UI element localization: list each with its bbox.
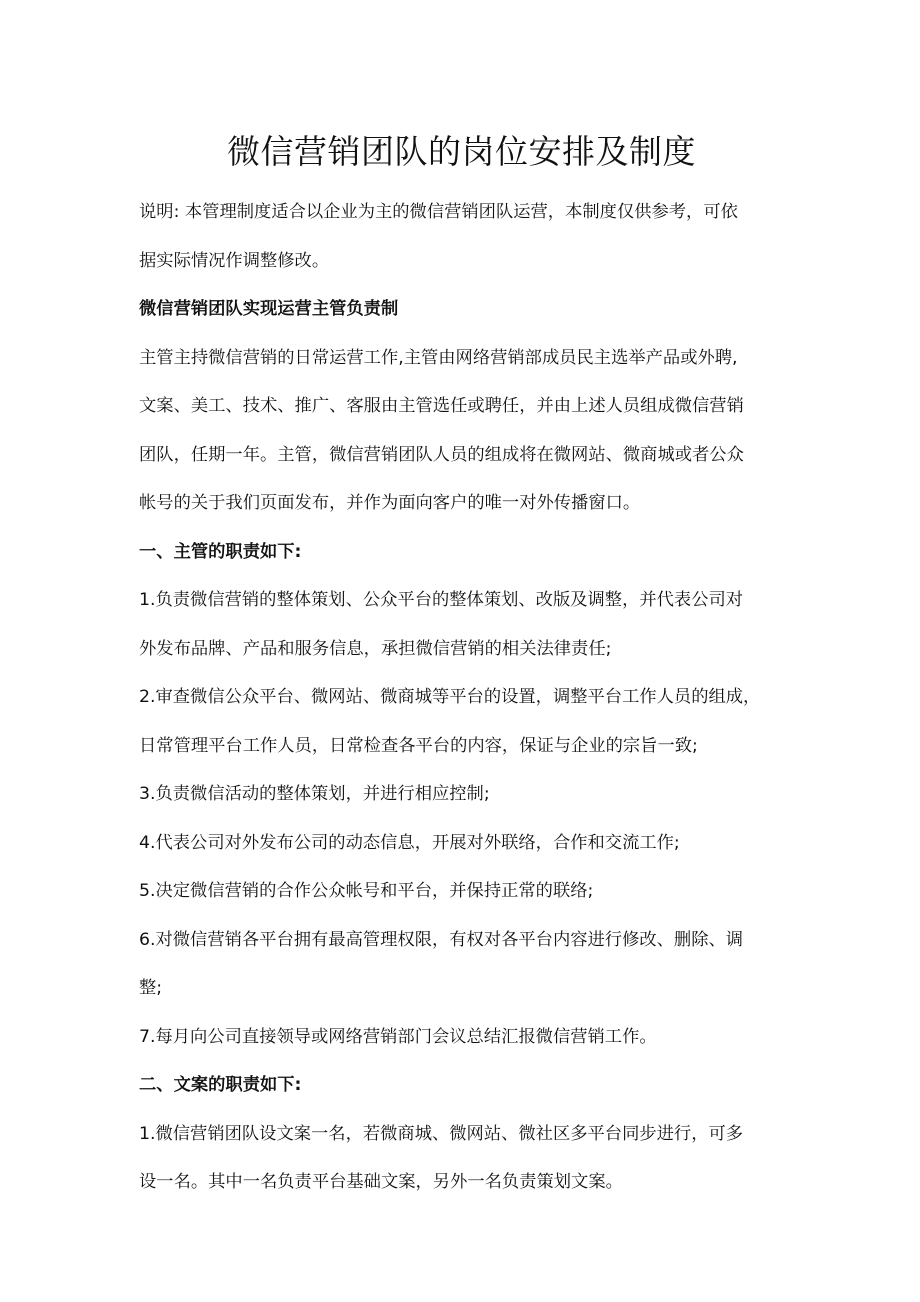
paragraph-line: 日常管理平台工作人员，日常检查各平台的内容，保证与企业的宗旨一致; <box>139 735 698 756</box>
supervisor-duty-3 <box>139 770 784 819</box>
supervisor-duty-5 <box>139 867 784 916</box>
paragraph-line: 帐号的关于我们页面发布，并作为面向客户的唯一对外传播窗口。 <box>139 493 641 513</box>
paragraph-line: 1.负责微信营销的整体策划、公众平台的整体策划、改版及调整，并代表公司对 <box>139 590 744 610</box>
main-body-paragraph <box>139 334 784 528</box>
paragraph-line: 主管主持微信营销的日常运营工作,主管由网络营销部成员民主选举产品或外聘, <box>139 347 738 368</box>
intro-paragraph <box>139 188 784 285</box>
paragraph-line: 2.审查微信公众平台、微网站、微商城等平台的设置，调整平台工作人员的组成， <box>139 687 761 707</box>
copywriter-duty-1 <box>139 1110 784 1207</box>
supervisor-duty-6 <box>139 916 784 1013</box>
paragraph-line: 1.微信营销团队设文案一名，若微商城、微网站、微社区多平台同步进行，可多 <box>139 1123 744 1144</box>
paragraph-line: 3.负责微信活动的整体策划，并进行相应控制; <box>139 784 490 804</box>
supervisor-duty-4 <box>139 819 784 868</box>
paragraph-line: 外发布品牌、产品和服务信息，承担微信营销的相关法律责任; <box>139 638 612 659</box>
heading-line: 微信营销团队实现运营主管负责制 <box>139 299 399 319</box>
document-title: 微信营销团队的岗位安排及制度 <box>227 132 696 171</box>
supervisor-duty-7 <box>139 1013 784 1062</box>
paragraph-line: 设一名。其中一名负责平台基础文案，另外一名负责策划文案。 <box>139 1172 623 1192</box>
paragraph-line: 据实际情况作调整修改。 <box>139 250 330 271</box>
supervisor-duty-2 <box>139 673 784 770</box>
supervisor-duty-1 <box>139 576 784 673</box>
paragraph-line: 文案、美工、技术、推广、客服由主管选任或聘任，并由上述人员组成微信营销 <box>139 396 744 416</box>
section-heading-main <box>139 285 784 334</box>
paragraph-line: 团队，任期一年。主管，微信营销团队人员的组成将在微网站、微商城或者公众 <box>139 444 744 465</box>
paragraph-line: 6.对微信营销各平台拥有最高管理权限，有权对各平台内容进行修改、删除、调 <box>139 929 744 950</box>
heading-line: 一、主管的职责如下: <box>139 541 302 562</box>
paragraph-line: 整; <box>139 978 163 998</box>
paragraph-line: 说明: 本管理制度适合以企业为主的微信营销团队运营，本制度仅供参考，可依 <box>139 202 738 222</box>
section-heading-copywriter-duties <box>139 1061 784 1110</box>
section-heading-supervisor-duties <box>139 528 784 577</box>
heading-line: 二、文案的职责如下: <box>139 1075 302 1095</box>
paragraph-line: 5.决定微信营销的合作公众帐号和平台，并保持正常的联络; <box>139 881 594 901</box>
paragraph-line: 7.每月向公司直接领导或网络营销部门会议总结汇报微信营销工作。 <box>139 1026 657 1047</box>
paragraph-line: 4.代表公司对外发布公司的动态信息，开展对外联络，合作和交流工作; <box>139 832 680 853</box>
